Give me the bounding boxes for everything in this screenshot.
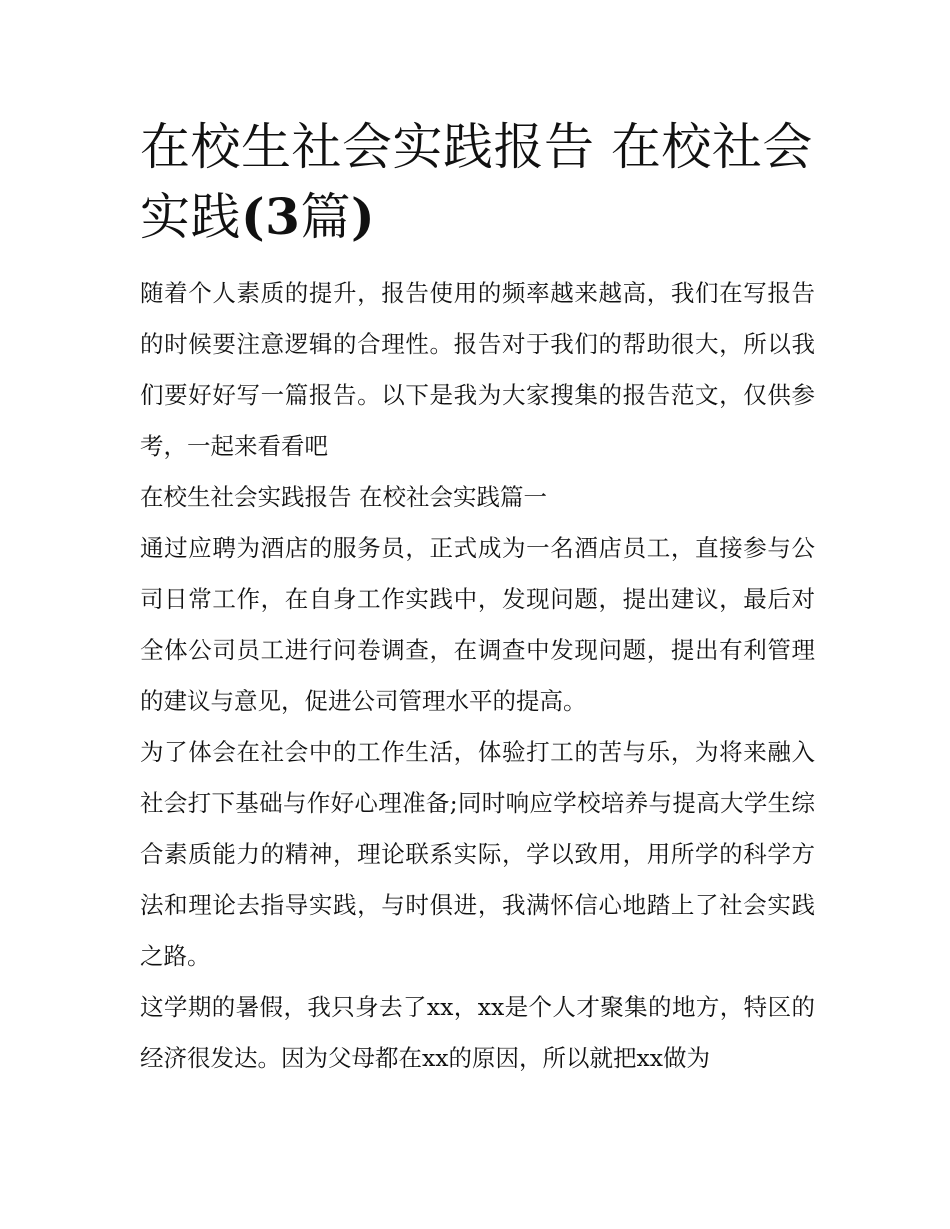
title-count: (3 (241, 187, 301, 246)
intro-paragraph: 随着个人素质的提升，报告使用的频率越来越高，我们在写报告的时候要注意逻辑的合理性。报告对于我们的帮助很大，所以我们要好好写一篇报告。以下是我为大家搜集的报告范文，仅供参考，一起来看看吧 (140, 279, 815, 460)
document-title: 在校生社会实践报告 在校社会实践(3篇) (140, 118, 813, 246)
section-heading: 在校生社会实践报告 在校社会实践篇一 (140, 483, 547, 511)
body-paragraph: 这学期的暑假，我只身去了xx，xx是个人才聚集的地方，特区的经济很发达。因为父母都在xx的原因，所以就把xx做为 (140, 993, 815, 1072)
body-paragraph: 通过应聘为酒店的服务员，正式成为一名酒店员工，直接参与公司日常工作，在自身工作实践中，发现问题，提出建议，最后对全体公司员工进行问卷调查，在调查中发现问题，提出有利管理的建议与意见，促进公司管理水平的提高。 (140, 534, 815, 715)
document-page (140, 112, 815, 1084)
title-count-close: ) (350, 187, 376, 246)
body-paragraph: 为了体会在社会中的工作生活，体验打工的苦与乐，为将来融入社会打下基础与作好心理准备;同时响应学校培养与提高大学生综合素质能力的精神，理论联系实际，学以致用，用所学的科学方法和理论去指导实践，与时俱进，我满怀信心地踏上了社会实践之路。 (140, 738, 815, 970)
